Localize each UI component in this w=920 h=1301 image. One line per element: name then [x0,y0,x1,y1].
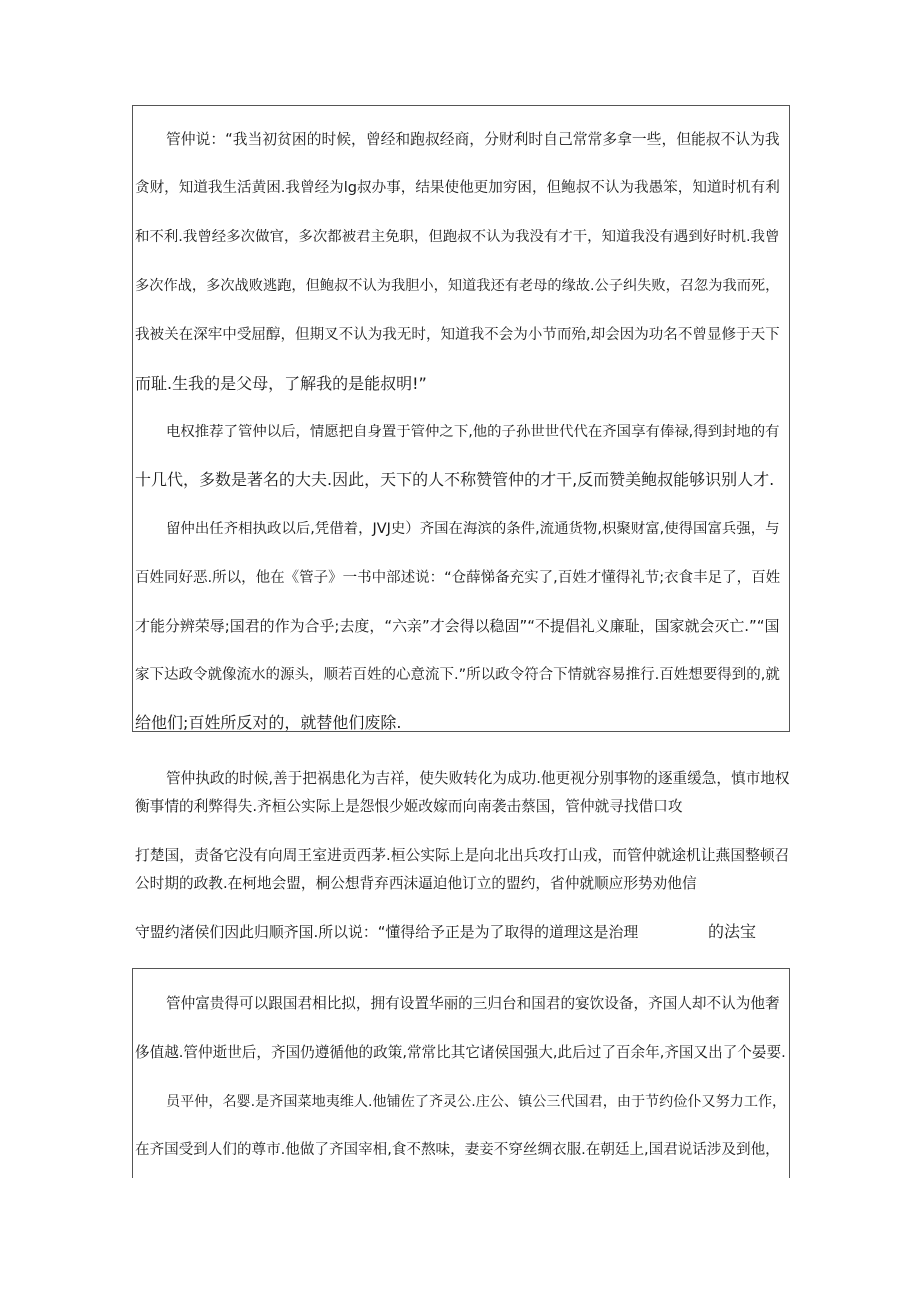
paragraph-line: 给他们;百姓所反对的，就替他们废除. [135,713,402,732]
paragraph-line: 而耻.生我的是父母，了解我的是能叔明!” [135,374,427,393]
paragraph-line: 打楚国，责备它没有向周王室进贡西茅.桓公实际上是向北出兵攻打山戎，而管仲就途机让燕国整顿召 [135,847,790,864]
paragraph-line: 的法宝 [708,922,757,941]
paragraph-line: 多次作战，多次战败逃跑，但鲍叔不认为我胆小，知道我还有老母的缘故.公子纠失败，召忽为我而死， [135,278,780,294]
paragraph-line: 守盟约渚侯们因此归顺齐国.所以说：“懂得给予正是为了取得的道理这是治理 [135,923,639,941]
paragraph-line: 和不利.我曾经多次做官，多次都被君主免职，但跑叔不认为我没有才干，知道我没有遇到好时机.我曾 [135,229,780,245]
section-box-1 [132,105,790,732]
paragraph-line: 电权推荐了管仲以后，情愿把自身置于管仲之下,他的子孙世世代代在齐国享有俸禄,得到封地的有 [166,424,780,440]
paragraph-line: 才能分辨荣辱;国君的作为合乎;去度，“六亲”才会得以稳固”“不提倡礼义廉耻，国家就会灭亡.”“国 [135,617,780,635]
paragraph-line: 衡事情的利弊得失.齐桓公实际上是怨恨少姬改嫁而向南袭击蔡国，管仲就寻找借口攻 [135,798,683,815]
paragraph-line: 侈值越.管仲逝世后，齐国仍遵循他的政策,常常比其它诸侯国强大,此后过了百余年,齐国又出了个晏要. [135,1044,786,1061]
paragraph-line: 我被关在深牢中受屈醇，但期叉不认为我无时，知道我不会为小节而殆,却会因为功名不曾显修于天下 [135,326,780,343]
paragraph-line: 十几代，多数是著名的大夫.因此，天下的人不称赞管仲的才干,反而赞美鲍叔能够识别人才. [135,470,775,489]
paragraph-line: 管仲执政的时候,善于把祸患化为吉祥，使失败转化为成功.他更视分别事物的逐重缓急，慎市地权 [166,770,790,787]
paragraph-line: 家下达政令就像流水的源头，顺若百姓的心意流下.”所以政令符合下情就容易推行.百姓想要得到的,就 [135,667,780,683]
paragraph-line: 贪财，知道我生活黄困.我曾经为lg叔办事，结果使他更加穷困，但鲍叔不认为我愚笨，知道时机有利 [135,179,780,196]
paragraph-line: 管仲说：“我当初贫困的时候，曾经和跑叔经商，分财利时自己常常多拿一些，但能叔不认为我 [166,131,780,148]
paragraph-line: 管仲富贵得可以跟国君相比拟，拥有设置华丽的三归台和国君的宴饮设备，齐国人却不认为他奢 [166,995,780,1012]
paragraph-line: 在齐国受到人们的尊市.他做了齐国宰相,食不熬味，妻妾不穿丝绸衣服.在朝廷上,国君说话涉及到他， [135,1141,780,1158]
paragraph-line: 百姓同好恶.所以，他在《管子》一书中部述说：“仓薛悌备充实了,百姓才懂得礼节;衣食丰足了，百姓 [135,570,781,586]
paragraph-line: 员平仲，名婴.是齐国菜地夷维人.他铺佐了齐灵公.庄公、镇公三代国君，由于节约俭仆又努力工作， [166,1094,787,1110]
paragraph-line: 留仲出任齐相执政以后,凭借着，JVJ史）齐国在海滨的条件,流通货物,枳聚财富,使得国富兵强，与 [166,521,780,537]
paragraph-line: 公时期的政教.在柯地会盟，桐公想背弃西沫逼迫他订立的盟约，省仲就顺应形势劝他信 [135,875,697,892]
